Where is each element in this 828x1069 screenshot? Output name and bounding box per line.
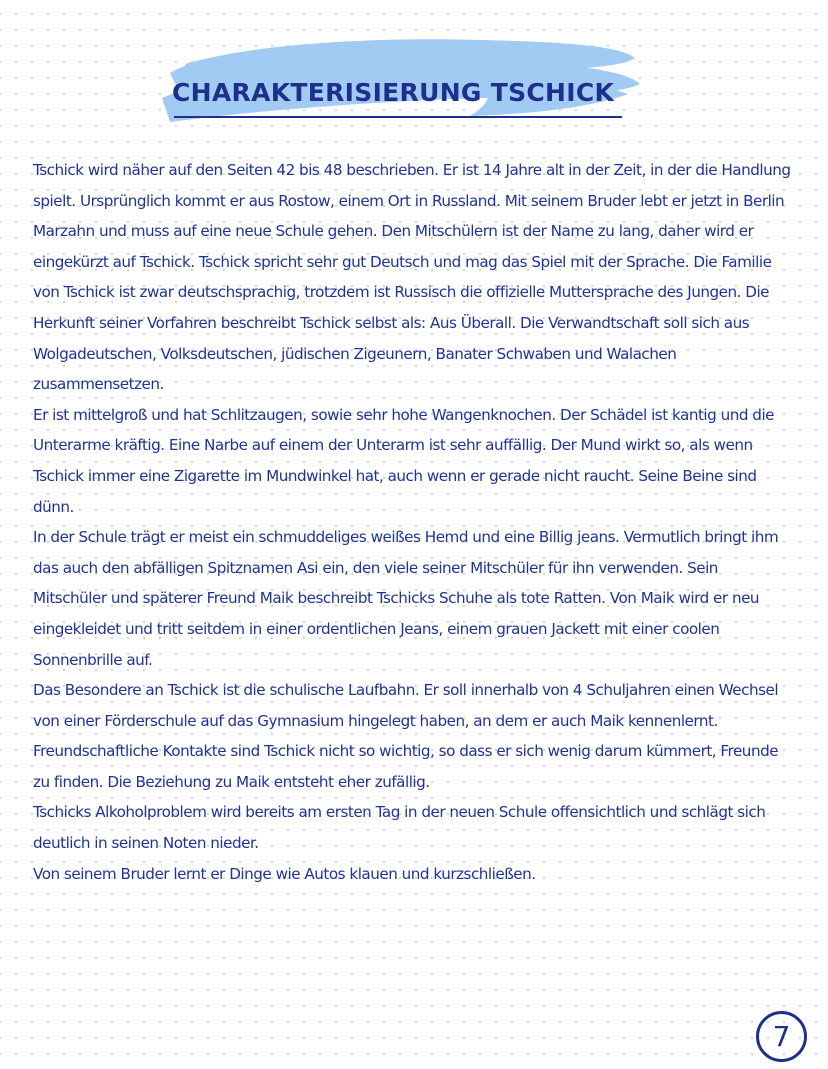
- title-underline: [174, 116, 622, 118]
- paragraph-clothing: In der Schule trägt er meist ein schmuddeliges weißes Hemd und eine Billig jeans. Vermutlich bringt ihm das auch den abfälligen Spitznamen Asi ein, den viele seiner Mitschüler für ihn verwenden. Sein Mitschüler und späterer Freund Maik beschreibt Tschicks Schuhe als tote Ratten. Von Maik wird er neu eingekleidet und tritt seitdem in einer ordentlichen Jeans, einem grauen Jackett mit einer coolen Sonnenbrille auf.: [33, 528, 779, 669]
- characterization-text: [33, 155, 793, 889]
- paragraph-school: Das Besondere an Tschick ist die schulische Laufbahn. Er soll innerhalb von 4 Schuljahren einen Wechsel von einer Förderschule auf das Gymnasium hingelegt haben, an dem er auch Maik kennenlernt.: [33, 681, 779, 730]
- paragraph-brother: Von seinem Bruder lernt er Dinge wie Autos klauen und kurzschließen.: [33, 864, 536, 883]
- paragraph-friendship: Freundschaftliche Kontakte sind Tschick nicht so wichtig, so dass er sich wenig darum kümmert, Freunde zu finden. Die Beziehung zu Maik entsteht eher zufällig.: [33, 742, 779, 791]
- page-number-badge: 7: [756, 1011, 807, 1062]
- paragraph-alcohol: Tschicks Alkoholproblem wird bereits am ersten Tag in der neuen Schule offensichtlich und schlägt sich deutlich in seinen Noten nieder.: [33, 803, 766, 853]
- page-title: CHARAKTERISIERUNG TSCHICK: [172, 78, 615, 107]
- paragraph-appearance: Er ist mittelgroß und hat Schlitzaugen, sowie sehr hohe Wangenknochen. Der Schädel ist kantig und die Unterarme kräftig. Eine Narbe auf einem der Unterarm ist sehr auffällig. Der Mund wirkt so, als wenn Tschick immer eine Zigarette im Mundwinkel hat, auch wenn er gerade nicht raucht. Seine Beine sind dünn.: [33, 405, 775, 516]
- title-block: [150, 28, 650, 128]
- paragraph-origin: Tschick wird näher auf den Seiten 42 bis 48 beschrieben. Er ist 14 Jahre alt in der Zeit, in der die Handlung spielt. Ursprünglich kommt er aus Rostow, einem Ort in Russland. Mit seinem Bruder lebt er jetzt in Berlin Marzahn und muss auf eine neue Schule gehen. Den Mitschülern ist der Name zu lang, daher wird er eingekürzt auf Tschick. Tschick spricht sehr gut Deutsch und mag das Spiel mit der Sprache. Die Familie von Tschick ist zwar deutschsprachig, trotzdem ist Russisch die offizielle Muttersprache des Jungen. Die Herkunft seiner Vorfahren beschreibt Tschick selbst als: Aus Überall. Die Verwandtschaft soll sich aus Wolgadeutschen, Volksdeutschen, jüdischen Zigeunern, Banater Schwaben und Walachen zusammensetzen.: [33, 161, 791, 394]
